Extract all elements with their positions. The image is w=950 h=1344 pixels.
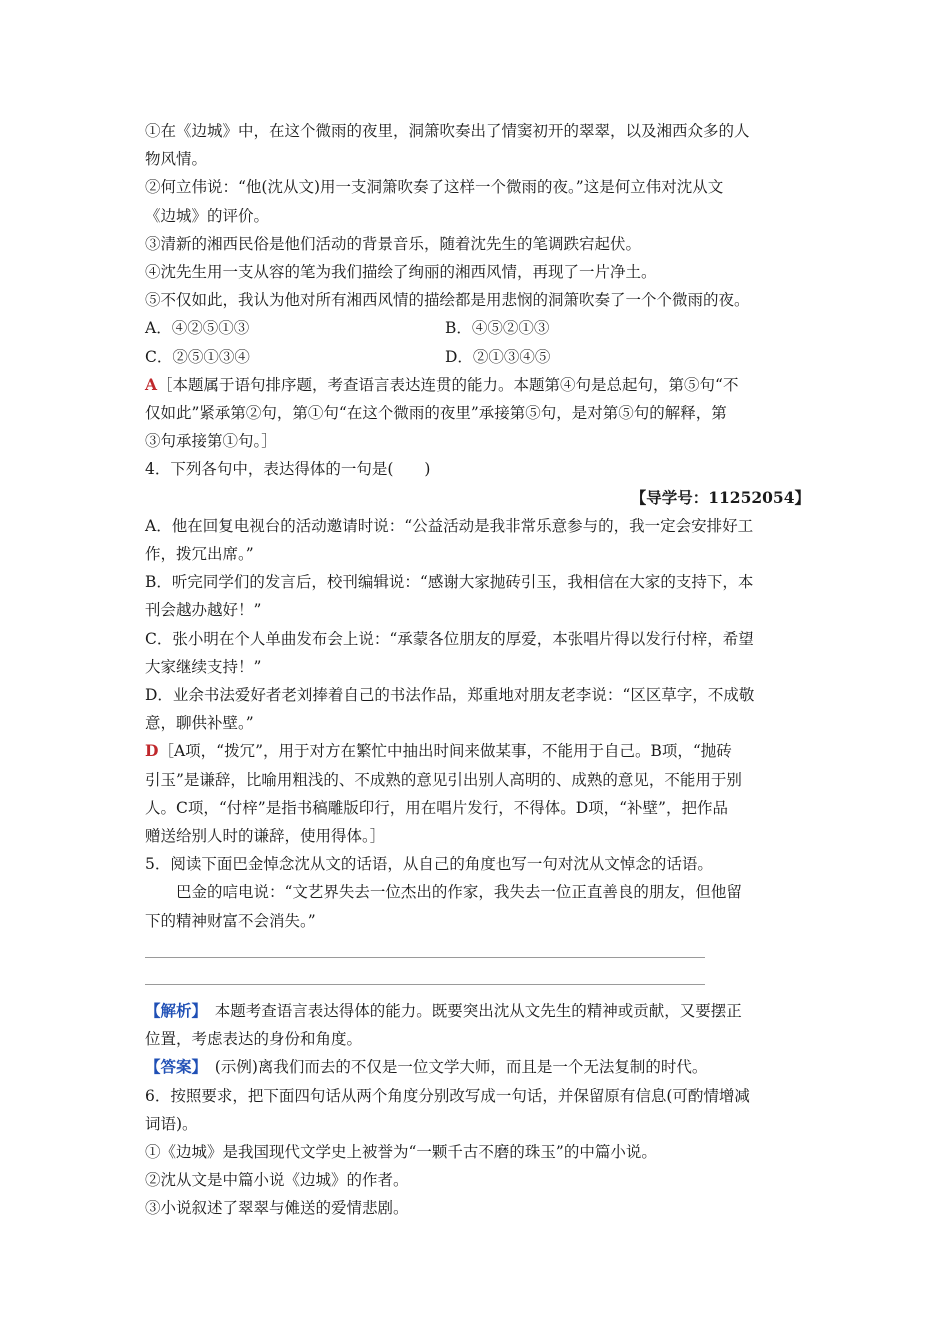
q3-options-row-1 xyxy=(145,314,810,342)
q4-option-line: 意，聊供补壁。” xyxy=(145,714,254,733)
q5-answer xyxy=(145,1053,810,1081)
q6-stem-line: 6．按照要求，把下面四句话从两个角度分别改写成一句话，并保留原有信息(可酌情增减 xyxy=(145,1086,750,1105)
q4-option-line: 大家继续支持！” xyxy=(145,657,262,676)
q3-sentence: ①在《边城》中，在这个微雨的夜里，洞箫吹奏出了情窦初开的翠翠，以及湘西众多的人 xyxy=(145,122,750,140)
q3-sentence: ③清新的湘西民俗是他们活动的背景音乐，随着沈先生的笔调跌宕起伏。 xyxy=(145,234,642,253)
analysis-tag: 【解析】 xyxy=(145,1000,200,1020)
q3-sentence: 《边城》的评价。 xyxy=(145,206,270,225)
q3-answer-block xyxy=(145,371,810,456)
q3-option-b: B．④⑤②①③ xyxy=(445,319,550,338)
q4-explanation-line: ［A项，“拨冗”，用于对方在繁忙中抽出时间来做某事，不能用于自己。B项，“抛砖 xyxy=(158,742,732,761)
q6-stem-line: 词语)。 xyxy=(145,1114,198,1133)
q3-option-d: D．②①③④⑤ xyxy=(445,347,551,366)
q3-sentences xyxy=(145,117,810,314)
answer-blank-line[interactable] xyxy=(145,970,705,985)
q4-option-line: 刊会越办越好！” xyxy=(145,601,262,620)
q6-item: ①《边城》是我国现代文学史上被誉为“一颗千古不磨的珠玉”的中篇小说。 xyxy=(145,1142,657,1161)
q4-option-line: 作，拨冗出席。” xyxy=(145,545,254,564)
q3-explanation-line: ［本题属于语句排序题，考查语言表达连贯的能力。本题第④句是总起句，第⑤句“不 xyxy=(157,375,739,394)
q4-option-line: A．他在回复电视台的活动邀请时说：“公益活动是我非常乐意参与的，我一定会安排好工 xyxy=(145,516,754,535)
answer-blank-line[interactable] xyxy=(145,943,705,958)
q3-option-c: C．②⑤①③④ xyxy=(145,347,250,366)
q5-analysis-line: 位置，考虑表达的身份和角度。 xyxy=(145,1030,363,1049)
q5-quote-line: 巴金的唁电说：“文艺界失去一位杰出的作家，我失去一位正直善良的朋友，但他留 xyxy=(176,883,742,902)
q4-guide-number: 【导学号：11252054】 xyxy=(630,487,810,507)
q3-explanation-line: 仅如此”紧承第②句，第①句“在这个微雨的夜里”承接第⑤句，是对第⑤句的解释，第 xyxy=(145,404,727,423)
q4-answer-letter: D xyxy=(145,741,159,761)
q5-answer-text: (示例)离我们而去的不仅是一位文学大师，而且是一个无法复制的时代。 xyxy=(199,1058,708,1077)
q3-sentence: ⑤不仅如此，我认为他对所有湘西风情的描绘都是用悲悯的洞箫吹奏了一个个微雨的夜。 xyxy=(145,291,750,310)
answer-tag: 【答案】 xyxy=(145,1057,200,1077)
q4-option-line: C．张小明在个人单曲发布会上说：“承蒙各位朋友的厚爱，本张唱片得以发行付梓，希望 xyxy=(145,629,754,648)
q6-item: ②沈从文是中篇小说《边城》的作者。 xyxy=(145,1171,409,1190)
q6-item: ③小说叙述了翠翠与傩送的爱情悲剧。 xyxy=(145,1199,409,1218)
q5-analysis xyxy=(145,997,810,1053)
q3-sentence: ②何立伟说：“他(沈从文)用一支洞箫吹奏了这样一个微雨的夜。”这是何立伟对沈从文 xyxy=(145,178,724,197)
q4-answer-block xyxy=(145,737,810,850)
q5-quote-line: 下的精神财富不会消失。” xyxy=(145,911,316,930)
q5-stem: 5．阅读下面巴金悼念沈从文的话语，从自己的角度也写一句对沈从文悼念的话语。 xyxy=(145,855,713,874)
document-page xyxy=(145,117,810,1223)
q3-sentence: 物风情。 xyxy=(145,150,208,169)
q4-explanation-line: 赠送给别人时的谦辞，使用得体。］ xyxy=(145,827,386,846)
q4-explanation-line: 人。C项，“付梓”是指书稿雕版印行，用在唱片发行，不得体。D项，“补壁”，把作品 xyxy=(145,798,728,817)
q3-explanation-line: ③句承接第①句。］ xyxy=(145,432,277,451)
q3-options-row-2 xyxy=(145,343,810,371)
q4-explanation-line: 引玉”是谦辞，比喻用粗浅的、不成熟的意见引出别人高明的、成熟的意见，不能用于别 xyxy=(145,770,742,789)
q5-analysis-line: 本题考查语言表达得体的能力。既要突出沈从文先生的精神或贡献，又要摆正 xyxy=(199,1001,742,1020)
q4-options xyxy=(145,512,810,738)
q4-stem: 4．下列各句中，表达得体的一句是( ) xyxy=(145,460,431,479)
q3-answer-letter: A xyxy=(145,374,158,394)
q3-sentence: ④沈先生用一支从容的笔为我们描绘了绚丽的湘西风情，再现了一片净土。 xyxy=(145,263,657,282)
q4-option-line: D．业余书法爱好者老刘捧着自己的书法作品，郑重地对朋友老李说：“区区草字，不成敬 xyxy=(145,686,755,705)
q3-option-a: A．④②⑤①③ xyxy=(145,319,250,338)
q4-option-line: B．听完同学们的发言后，校刊编辑说：“感谢大家抛砖引玉，我相信在大家的支持下，本 xyxy=(145,573,754,592)
